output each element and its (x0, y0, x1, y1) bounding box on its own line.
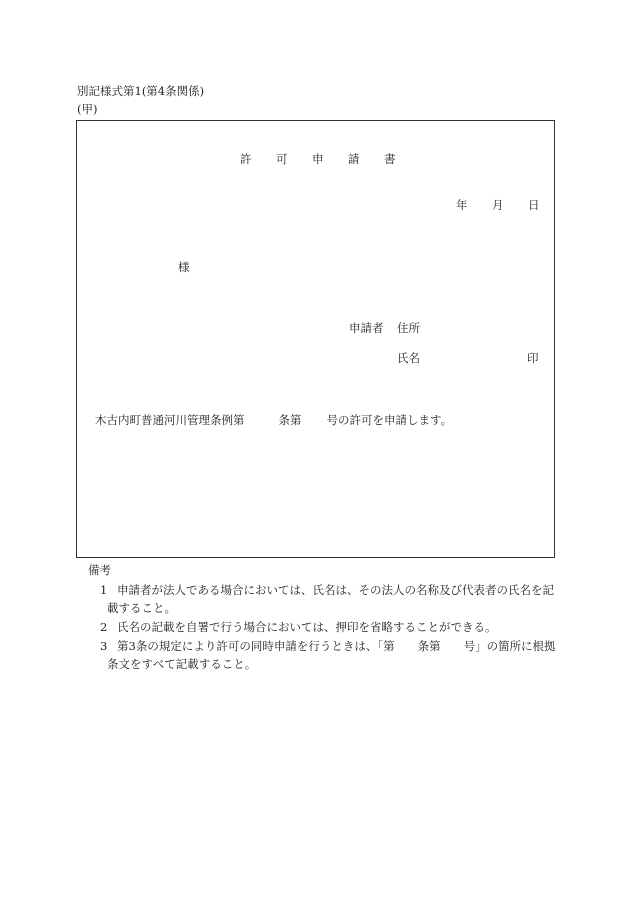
form-variant-label: (甲) (77, 102, 98, 116)
title-char: 可 (276, 152, 288, 166)
seal-label: 印 (527, 351, 539, 365)
note-number: 3 (100, 639, 108, 653)
date-day-label: 日 (528, 198, 540, 212)
body-text-part: 号の許可を申請します。 (326, 413, 453, 427)
title-char: 許 (240, 152, 252, 166)
note-text: 申請者が法人である場合においては、氏名は、その法人の名称及び代表者の氏名を記載すること。 (107, 583, 554, 615)
note-item (100, 619, 560, 637)
body-text-part: 木古内町普通河川管理条例第 (95, 413, 245, 427)
body-text-part: 条第 (278, 413, 302, 427)
note-item (100, 638, 560, 674)
application-body-text (95, 415, 452, 427)
title-char: 請 (348, 152, 360, 166)
note-number: 1 (100, 583, 108, 597)
note-item (100, 582, 560, 618)
note-number: 2 (100, 620, 108, 634)
form-number-label: 別記様式第1(第4条関係) (77, 84, 205, 98)
date-year-label: 年 (456, 198, 468, 212)
name-label: 氏名 (397, 351, 420, 365)
applicant-label: 申請者 (349, 321, 384, 335)
address-label: 住所 (397, 321, 420, 335)
application-form-frame (76, 120, 555, 558)
date-month-label: 月 (492, 198, 504, 212)
notes-heading: 備考 (88, 563, 111, 577)
addressee-suffix: 様 (178, 260, 190, 274)
title-char: 申 (312, 152, 324, 166)
note-text: 第3条の規定により許可の同時申請を行うときは、「第 条第 号」の箇所に根拠条文をすべて記載すること。 (107, 639, 556, 671)
note-text: 氏名の記載を自署で行う場合においては、押印を省略することができる。 (117, 620, 497, 634)
title-char: 書 (384, 152, 396, 166)
